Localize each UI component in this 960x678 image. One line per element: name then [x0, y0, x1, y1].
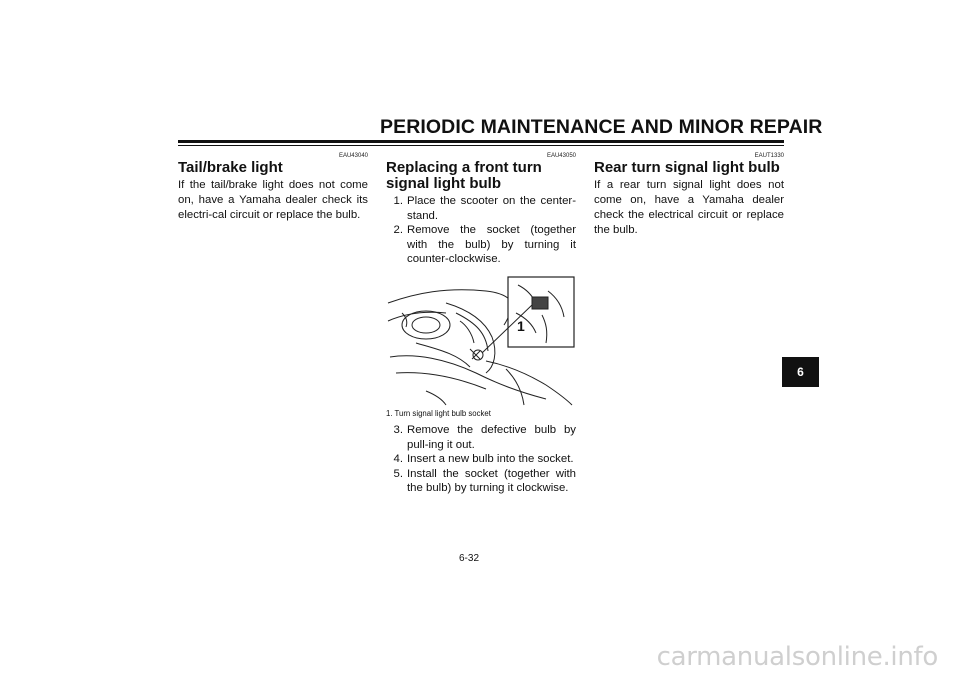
- section-heading: Replacing a front turn signal light bulb: [386, 159, 542, 192]
- step-item: [386, 223, 576, 267]
- step-number: 3.: [393, 423, 403, 436]
- step-text: Insert a new bulb into the socket.: [407, 453, 574, 466]
- step-item: [386, 467, 576, 496]
- section-body: If the tail/brake light does not come on, have a Yamaha dealer check its electri-cal circuit or replace the bulb.: [178, 179, 368, 221]
- steps-list-before: [386, 194, 576, 267]
- illustration-drawing: [386, 273, 584, 407]
- header-rule-thick: [178, 140, 784, 143]
- step-number: 5.: [393, 467, 403, 480]
- page-title: PERIODIC MAINTENANCE AND MINOR REPAIR: [380, 116, 823, 138]
- rear-turn-signal-section: [594, 152, 784, 238]
- step-number: 4.: [393, 453, 403, 466]
- step-item: [386, 194, 576, 223]
- step-number: 2.: [393, 224, 403, 237]
- header-rule-thin: [178, 145, 784, 146]
- section-code: EAUT1330: [754, 153, 784, 159]
- watermark: carmanualsonline.info: [656, 642, 938, 672]
- chapter-tab: 6: [782, 357, 819, 387]
- section-body: If a rear turn signal light does not come on, have a Yamaha dealer check the electrical circuit or replace the bulb.: [594, 179, 784, 236]
- step-text: Install the socket (together with the bulb) by turning it clockwise.: [407, 467, 576, 495]
- step-text: Remove the socket (together with the bulb) by turning it counter-clockwise.: [407, 224, 576, 266]
- section-heading: Tail/brake light: [178, 159, 283, 176]
- section-heading: Rear turn signal light bulb: [594, 159, 780, 176]
- page-number: 6-32: [459, 553, 480, 564]
- section-code: EAU43040: [338, 153, 368, 159]
- step-item: [386, 423, 576, 452]
- steps-list-after: [386, 423, 576, 496]
- tail-brake-section: [178, 152, 368, 223]
- step-item: [386, 452, 576, 467]
- figure-caption: 1. Turn signal light bulb socket: [386, 408, 491, 418]
- step-number: 1.: [393, 195, 403, 207]
- figure-callout-label: 1: [517, 317, 525, 334]
- step-text: Remove the defective bulb by pull-ing it out.: [407, 423, 576, 451]
- section-code: EAU43050: [546, 153, 576, 159]
- front-turn-signal-section: [386, 152, 576, 496]
- turn-signal-socket-illustration: [386, 273, 584, 407]
- step-text: Place the scooter on the center-stand.: [407, 195, 576, 222]
